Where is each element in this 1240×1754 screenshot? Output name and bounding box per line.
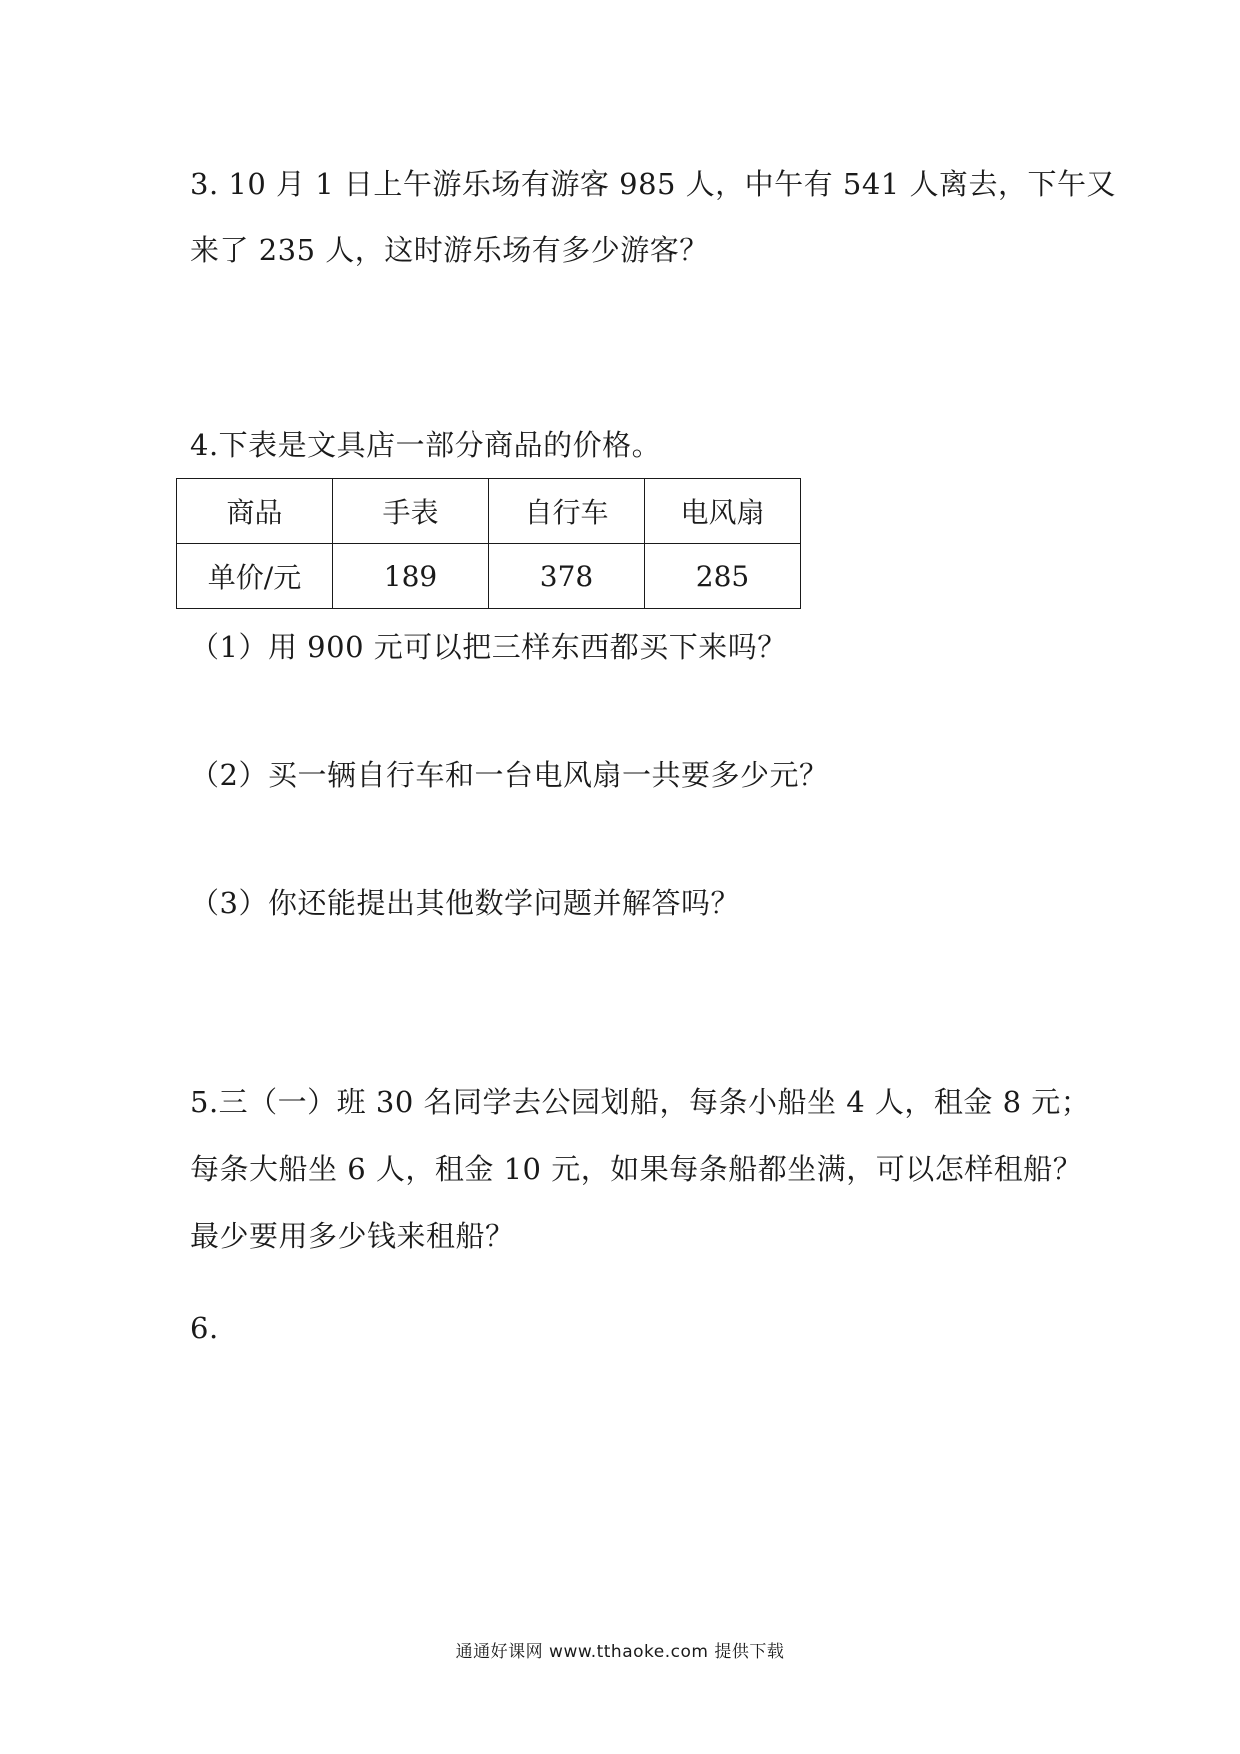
table-row [177,544,801,609]
price-table [176,478,801,609]
table-cell: 单价/元 [177,544,333,609]
table-cell: 378 [489,544,645,609]
question-4-sub-2: （2）买一辆自行车和一台电风扇一共要多少元？ [190,758,829,792]
table-cell: 手表 [333,479,489,544]
question-4-sub-1: （1）用 900 元可以把三样东西都买下来吗？ [190,630,787,664]
question-3-line-2: 来了 235 人，这时游乐场有多少游客？ [190,233,709,267]
question-3-line-1: 3. 10 月 1 日上午游乐场有游客 985 人，中午有 541 人离去，下午又 [190,167,1116,201]
question-5-line-1: 5.三（一）班 30 名同学去公园划船，每条小船坐 4 人，租金 8 元； [190,1085,1091,1119]
question-6-label: 6. [190,1311,219,1345]
page-footer: 通通好课网 www.tthaoke.com 提供下载 [455,1642,785,1662]
table-cell: 商品 [177,479,333,544]
question-5-line-2: 每条大船坐 6 人，租金 10 元，如果每条船都坐满，可以怎样租船？ [190,1152,1083,1186]
question-4-intro: 4.下表是文具店一部分商品的价格。 [190,428,662,462]
table-cell: 285 [645,544,801,609]
table-cell: 189 [333,544,489,609]
table-cell: 自行车 [489,479,645,544]
table-header-row [177,479,801,544]
table-cell: 电风扇 [645,479,801,544]
question-4-sub-3: （3）你还能提出其他数学问题并解答吗？ [190,886,740,920]
question-5-line-3: 最少要用多少钱来租船？ [190,1219,515,1253]
